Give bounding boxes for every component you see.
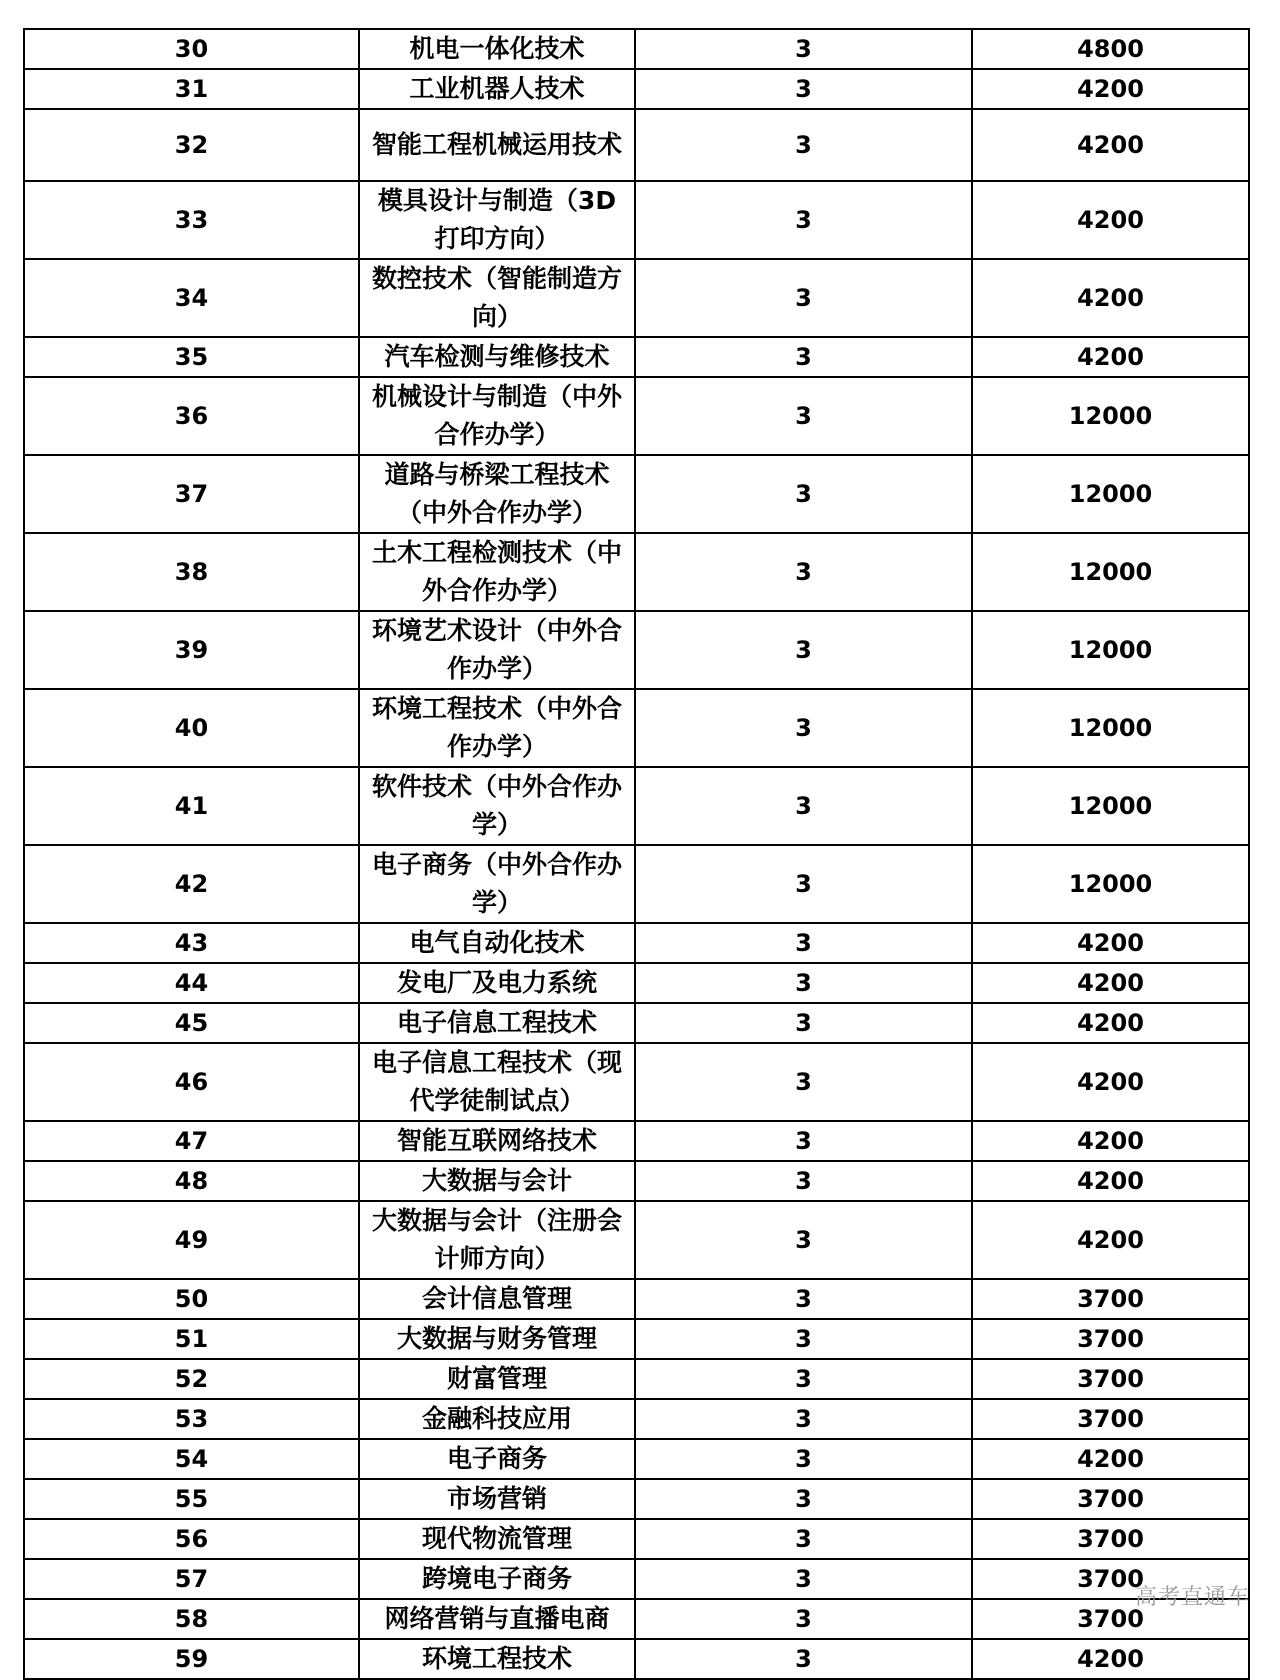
years-cell: 3 bbox=[635, 1121, 972, 1161]
tuition-fee-cell: 4200 bbox=[972, 1439, 1249, 1479]
years-cell: 3 bbox=[635, 1559, 972, 1599]
tuition-fee-cell: 3700 bbox=[972, 1279, 1249, 1319]
major-name-cell: 机电一体化技术 bbox=[359, 29, 635, 69]
years-cell: 3 bbox=[635, 767, 972, 845]
years-cell: 3 bbox=[635, 109, 972, 181]
tuition-fee-cell: 12000 bbox=[972, 845, 1249, 923]
major-name-cell: 电子信息工程技术（现代学徒制试点） bbox=[359, 1043, 635, 1121]
years-cell: 3 bbox=[635, 533, 972, 611]
years-cell: 3 bbox=[635, 1201, 972, 1279]
tuition-fee-cell: 4200 bbox=[972, 1043, 1249, 1121]
years-cell: 3 bbox=[635, 69, 972, 109]
years-cell: 3 bbox=[635, 1279, 972, 1319]
row-number-cell: 41 bbox=[24, 767, 359, 845]
years-cell: 3 bbox=[635, 1439, 972, 1479]
major-name-cell: 电子商务 bbox=[359, 1439, 635, 1479]
tuition-fee-cell: 12000 bbox=[972, 455, 1249, 533]
row-number-cell: 44 bbox=[24, 963, 359, 1003]
table-row bbox=[24, 533, 1249, 611]
years-cell: 3 bbox=[635, 1479, 972, 1519]
table-row bbox=[24, 1161, 1249, 1201]
years-cell: 3 bbox=[635, 689, 972, 767]
row-number-cell: 50 bbox=[24, 1279, 359, 1319]
row-number-cell: 42 bbox=[24, 845, 359, 923]
major-name-cell: 机械设计与制造（中外合作办学） bbox=[359, 377, 635, 455]
tuition-fee-cell: 4200 bbox=[972, 1201, 1249, 1279]
tuition-fee-cell: 12000 bbox=[972, 533, 1249, 611]
major-name-cell: 智能工程机械运用技术 bbox=[359, 109, 635, 181]
row-number-cell: 53 bbox=[24, 1399, 359, 1439]
row-number-cell: 59 bbox=[24, 1639, 359, 1679]
tuition-fee-cell: 4200 bbox=[972, 963, 1249, 1003]
table-row bbox=[24, 455, 1249, 533]
tuition-fee-cell: 4200 bbox=[972, 923, 1249, 963]
tuition-fee-cell: 12000 bbox=[972, 377, 1249, 455]
row-number-cell: 47 bbox=[24, 1121, 359, 1161]
tuition-fee-cell: 4200 bbox=[972, 1003, 1249, 1043]
table-row bbox=[24, 1043, 1249, 1121]
row-number-cell: 33 bbox=[24, 181, 359, 259]
years-cell: 3 bbox=[635, 1399, 972, 1439]
table-row bbox=[24, 1121, 1249, 1161]
table-row bbox=[24, 1599, 1249, 1639]
major-name-cell: 财富管理 bbox=[359, 1359, 635, 1399]
major-name-cell: 电子商务（中外合作办学） bbox=[359, 845, 635, 923]
tuition-fee-cell: 3700 bbox=[972, 1519, 1249, 1559]
years-cell: 3 bbox=[635, 337, 972, 377]
table-row bbox=[24, 1519, 1249, 1559]
years-cell: 3 bbox=[635, 1319, 972, 1359]
years-cell: 3 bbox=[635, 1359, 972, 1399]
major-name-cell: 土木工程检测技术（中外合作办学） bbox=[359, 533, 635, 611]
table-row bbox=[24, 1439, 1249, 1479]
row-number-cell: 37 bbox=[24, 455, 359, 533]
tuition-fee-cell: 12000 bbox=[972, 767, 1249, 845]
major-name-cell: 智能互联网络技术 bbox=[359, 1121, 635, 1161]
row-number-cell: 31 bbox=[24, 69, 359, 109]
table-row bbox=[24, 1479, 1249, 1519]
table-row bbox=[24, 923, 1249, 963]
major-name-cell: 现代物流管理 bbox=[359, 1519, 635, 1559]
tuition-fee-cell: 4200 bbox=[972, 1161, 1249, 1201]
row-number-cell: 56 bbox=[24, 1519, 359, 1559]
table-row bbox=[24, 1279, 1249, 1319]
years-cell: 3 bbox=[635, 1003, 972, 1043]
major-name-cell: 环境艺术设计（中外合作办学） bbox=[359, 611, 635, 689]
table-row bbox=[24, 1639, 1249, 1679]
table-row bbox=[24, 689, 1249, 767]
major-name-cell: 发电厂及电力系统 bbox=[359, 963, 635, 1003]
row-number-cell: 32 bbox=[24, 109, 359, 181]
major-name-cell: 会计信息管理 bbox=[359, 1279, 635, 1319]
years-cell: 3 bbox=[635, 1161, 972, 1201]
row-number-cell: 40 bbox=[24, 689, 359, 767]
major-name-cell: 大数据与会计 bbox=[359, 1161, 635, 1201]
row-number-cell: 48 bbox=[24, 1161, 359, 1201]
row-number-cell: 57 bbox=[24, 1559, 359, 1599]
row-number-cell: 54 bbox=[24, 1439, 359, 1479]
major-name-cell: 跨境电子商务 bbox=[359, 1559, 635, 1599]
major-name-cell: 环境工程技术（中外合作办学） bbox=[359, 689, 635, 767]
major-name-cell: 汽车检测与维修技术 bbox=[359, 337, 635, 377]
tuition-fee-cell: 4200 bbox=[972, 1121, 1249, 1161]
row-number-cell: 36 bbox=[24, 377, 359, 455]
tuition-fee-cell: 4200 bbox=[972, 337, 1249, 377]
tuition-fee-cell: 3700 bbox=[972, 1479, 1249, 1519]
years-cell: 3 bbox=[635, 181, 972, 259]
row-number-cell: 58 bbox=[24, 1599, 359, 1639]
tuition-fee-cell: 12000 bbox=[972, 611, 1249, 689]
years-cell: 3 bbox=[635, 963, 972, 1003]
tuition-fee-cell: 4800 bbox=[972, 29, 1249, 69]
tuition-fee-cell: 4200 bbox=[972, 1639, 1249, 1679]
years-cell: 3 bbox=[635, 611, 972, 689]
row-number-cell: 46 bbox=[24, 1043, 359, 1121]
years-cell: 3 bbox=[635, 377, 972, 455]
years-cell: 3 bbox=[635, 259, 972, 337]
years-cell: 3 bbox=[635, 455, 972, 533]
major-name-cell: 网络营销与直播电商 bbox=[359, 1599, 635, 1639]
major-name-cell: 环境工程技术 bbox=[359, 1639, 635, 1679]
tuition-fee-cell: 4200 bbox=[972, 181, 1249, 259]
table-row bbox=[24, 377, 1249, 455]
years-cell: 3 bbox=[635, 1639, 972, 1679]
row-number-cell: 51 bbox=[24, 1319, 359, 1359]
tuition-fee-cell: 4200 bbox=[972, 259, 1249, 337]
years-cell: 3 bbox=[635, 1043, 972, 1121]
major-name-cell: 大数据与财务管理 bbox=[359, 1319, 635, 1359]
row-number-cell: 34 bbox=[24, 259, 359, 337]
row-number-cell: 45 bbox=[24, 1003, 359, 1043]
table-row bbox=[24, 337, 1249, 377]
table-body bbox=[24, 29, 1249, 1679]
row-number-cell: 55 bbox=[24, 1479, 359, 1519]
table-row bbox=[24, 109, 1249, 181]
table-row bbox=[24, 259, 1249, 337]
tuition-fee-cell: 3700 bbox=[972, 1359, 1249, 1399]
table-row bbox=[24, 1201, 1249, 1279]
row-number-cell: 38 bbox=[24, 533, 359, 611]
table-row bbox=[24, 1003, 1249, 1043]
major-name-cell: 电气自动化技术 bbox=[359, 923, 635, 963]
row-number-cell: 39 bbox=[24, 611, 359, 689]
table-row bbox=[24, 1359, 1249, 1399]
tuition-fee-cell: 3700 bbox=[972, 1319, 1249, 1359]
major-name-cell: 道路与桥梁工程技术（中外合作办学） bbox=[359, 455, 635, 533]
major-name-cell: 金融科技应用 bbox=[359, 1399, 635, 1439]
row-number-cell: 49 bbox=[24, 1201, 359, 1279]
row-number-cell: 43 bbox=[24, 923, 359, 963]
table-row bbox=[24, 845, 1249, 923]
table-row bbox=[24, 29, 1249, 69]
major-name-cell: 数控技术（智能制造方向） bbox=[359, 259, 635, 337]
major-name-cell: 大数据与会计（注册会计师方向） bbox=[359, 1201, 635, 1279]
years-cell: 3 bbox=[635, 29, 972, 69]
tuition-fee-cell: 3700 bbox=[972, 1559, 1249, 1599]
row-number-cell: 35 bbox=[24, 337, 359, 377]
tuition-table bbox=[23, 28, 1250, 1680]
table-row bbox=[24, 1559, 1249, 1599]
tuition-fee-cell: 3700 bbox=[972, 1599, 1249, 1639]
major-name-cell: 模具设计与制造（3D打印方向） bbox=[359, 181, 635, 259]
major-name-cell: 电子信息工程技术 bbox=[359, 1003, 635, 1043]
table-row bbox=[24, 1319, 1249, 1359]
years-cell: 3 bbox=[635, 1599, 972, 1639]
tuition-fee-cell: 4200 bbox=[972, 109, 1249, 181]
tuition-fee-cell: 12000 bbox=[972, 689, 1249, 767]
row-number-cell: 30 bbox=[24, 29, 359, 69]
years-cell: 3 bbox=[635, 845, 972, 923]
table-row bbox=[24, 611, 1249, 689]
years-cell: 3 bbox=[635, 923, 972, 963]
major-name-cell: 软件技术（中外合作办学） bbox=[359, 767, 635, 845]
table-row bbox=[24, 963, 1249, 1003]
years-cell: 3 bbox=[635, 1519, 972, 1559]
tuition-fee-cell: 4200 bbox=[972, 69, 1249, 109]
watermark: 高考直通车 bbox=[1134, 1585, 1250, 1610]
table-row bbox=[24, 1399, 1249, 1439]
major-name-cell: 市场营销 bbox=[359, 1479, 635, 1519]
row-number-cell: 52 bbox=[24, 1359, 359, 1399]
major-name-cell: 工业机器人技术 bbox=[359, 69, 635, 109]
table-row bbox=[24, 767, 1249, 845]
tuition-fee-cell: 3700 bbox=[972, 1399, 1249, 1439]
table-row bbox=[24, 69, 1249, 109]
table-row bbox=[24, 181, 1249, 259]
